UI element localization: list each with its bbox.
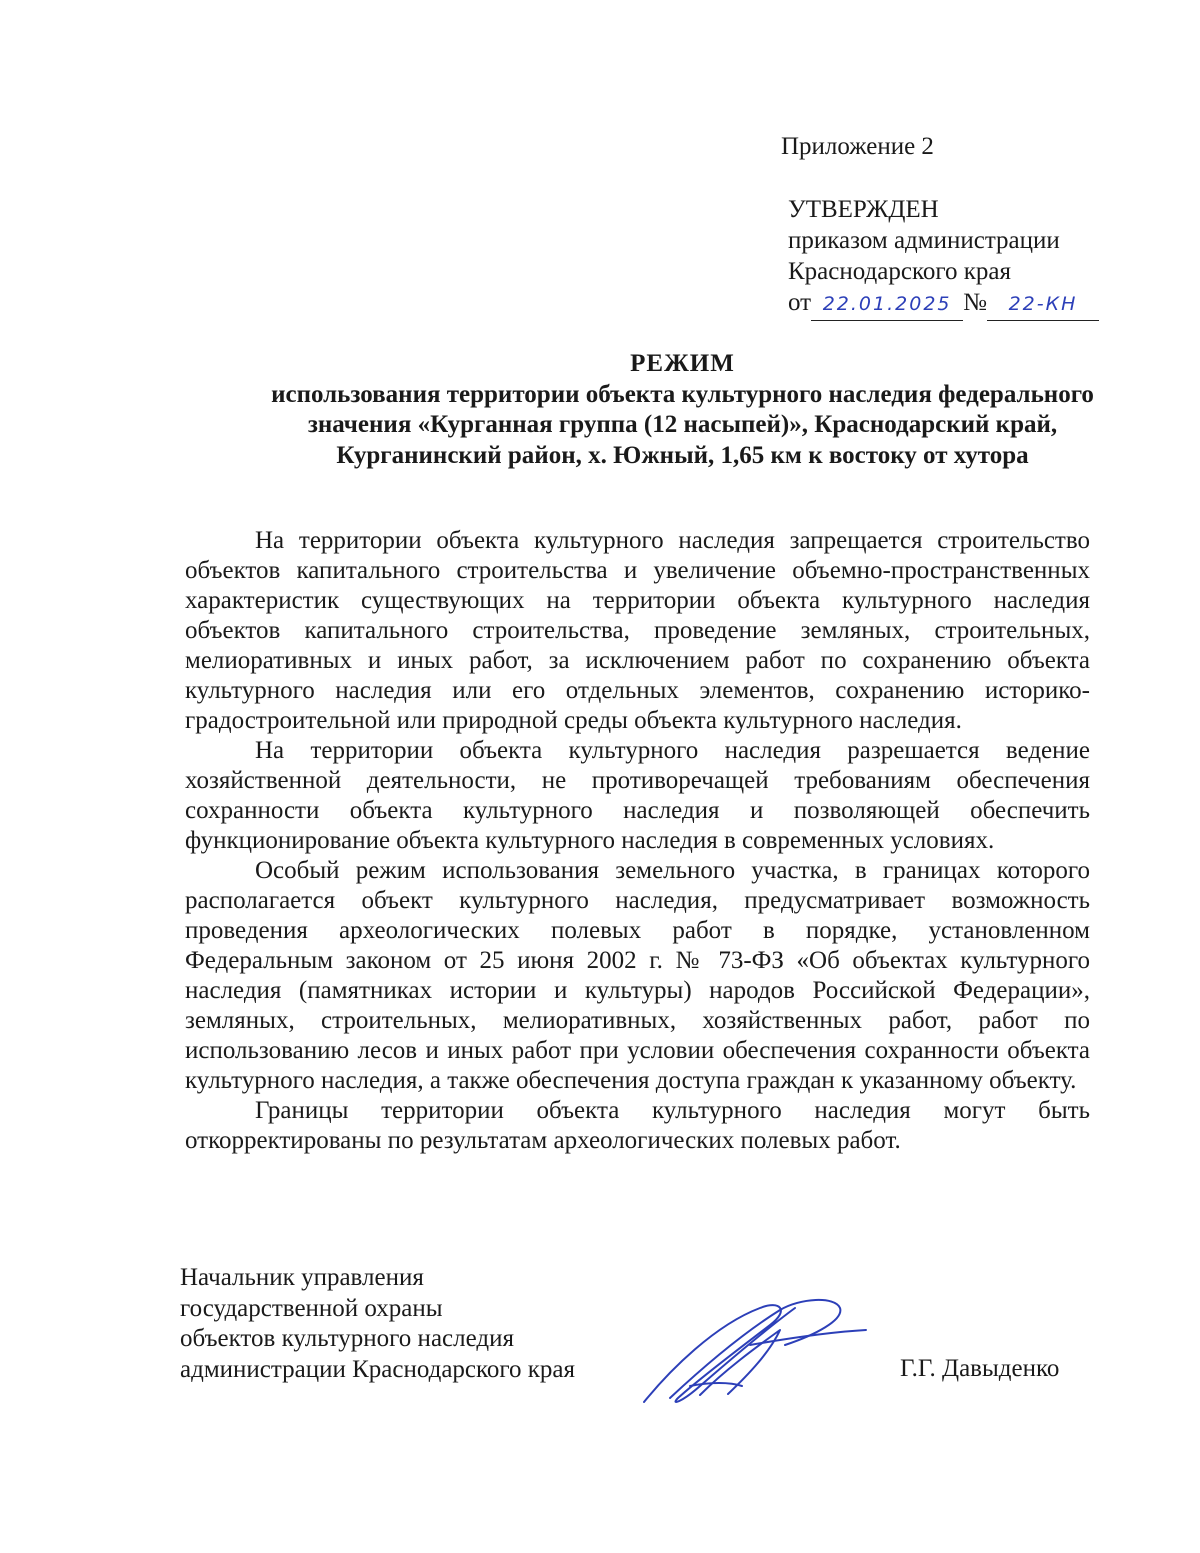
body-paragraph-2: На территории объекта культурного наследия разрешается ведение хозяйственной деятельности, не противоречащей требованиям обеспечения сохранности объекта культурного наследия и позволяющей обеспечить функционирование объекта культурного наследия в современных условиях. — [185, 737, 1090, 854]
title-line-3: Курганинский район, х. Южный, 1,65 км к востоку от хутора — [336, 442, 1029, 470]
title-heading: РЕЖИМ — [630, 350, 735, 377]
signer-name: Г.Г. Давыденко — [900, 1355, 1060, 1382]
approved-label: УТВЕРЖДЕН — [788, 196, 939, 223]
position-line-4: администрации Краснодарского края — [180, 1355, 576, 1383]
approved-by-line-2: Краснодарского края — [788, 258, 1011, 285]
order-date-handwritten: 22.01.2025 — [811, 289, 963, 321]
approved-by-line-1: приказом администрации — [788, 227, 1060, 254]
position-line-3: объектов культурного наследия — [180, 1325, 514, 1352]
body-paragraph-1: На территории объекта культурного наследия запрещается строительство объектов капитального строительства и увеличение объемно-пространственных характеристик существующих на территории объекта культурного наследия объектов капитального строительства, проведение земляных, строительных, мелиоративных и иных работ, за исключением работ по сохранению объекта культурного наследия или его отдельных элементов, сохранению историко-градостроительной или природной среды объекта культурного наследия. — [185, 527, 1090, 734]
title-line-1: использования территории объекта культурного наследия федерального — [271, 380, 1094, 408]
signatory-position — [180, 1263, 575, 1385]
date-prefix: от — [788, 289, 812, 316]
body-paragraph-4: Границы территории объекта культурного наследия могут быть откорректированы по результатам археологических полевых работ. — [185, 1097, 1090, 1154]
number-prefix: № — [963, 289, 987, 316]
order-number-handwritten: 22-КН — [987, 289, 1099, 321]
approval-block — [788, 194, 1099, 321]
position-line-1: Начальник управления — [180, 1264, 424, 1291]
body-paragraph-3: Особый режим использования земельного участка, в границах которого располагается объект культурного наследия, предусматривает возможность проведения археологических полевых работ в порядке, установленном Федеральным законом от 25 июня 2002 г. № 73-ФЗ «Об объектах культурного наследия (памятниках истории и культуры) народов Российской Федерации», земляных, строительных, мелиоративных, хозяйственных работ, работ по использованию лесов и иных работ при условии обеспечения сохранности объекта культурного наследия, а также обеспечения доступа граждан к указанному объекту. — [185, 857, 1090, 1094]
order-date-number-line — [788, 287, 1099, 321]
document-title — [140, 349, 1200, 472]
position-line-2: государственной охраны — [180, 1294, 443, 1322]
document-body — [185, 526, 1090, 1156]
title-line-2: значения «Курганная группа (12 насыпей)», Краснодарский край, — [307, 411, 1058, 439]
handwritten-signature — [630, 1290, 870, 1410]
appendix-label: Приложение 2 — [781, 133, 934, 160]
